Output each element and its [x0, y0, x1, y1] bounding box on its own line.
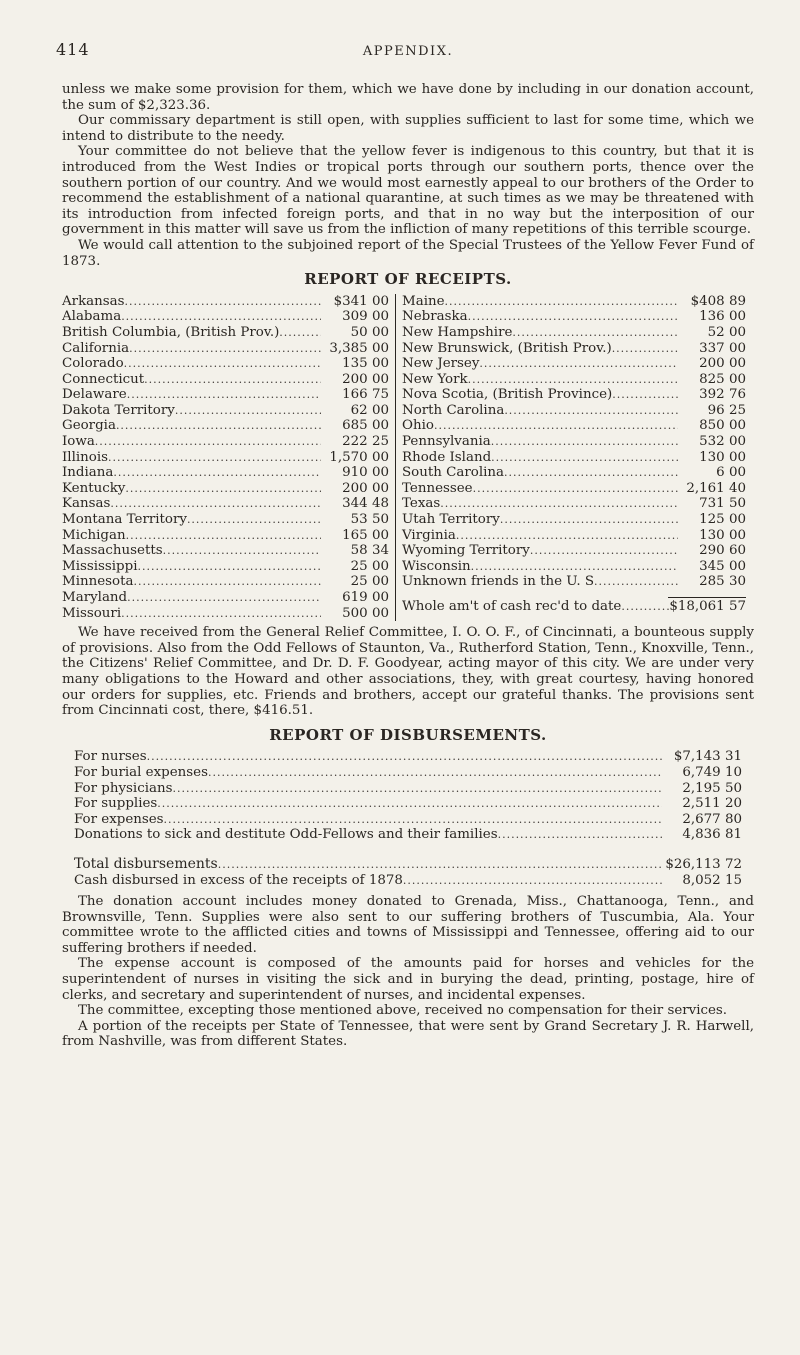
receipts-right-column [395, 294, 746, 621]
receipts-total-amount: $18,061 57 [669, 599, 746, 614]
leader-dots [530, 543, 678, 559]
leader-dots [473, 481, 678, 497]
receipt-row-label: New Hampshire [402, 324, 513, 340]
leader-dots [279, 325, 321, 341]
receipt-row-label: Wisconsin [402, 558, 471, 574]
leader-dots [612, 341, 678, 357]
receipt-row [402, 387, 746, 403]
leader-dots [504, 465, 678, 481]
leader-dots [137, 559, 321, 575]
receipt-row [62, 403, 389, 419]
receipt-row-amount: 3,385 00 [329, 340, 389, 356]
receipt-row [62, 512, 389, 528]
receipt-row [62, 418, 389, 434]
leader-dots [218, 857, 662, 873]
receipt-row-amount: 222 25 [342, 434, 389, 450]
receipt-row [62, 528, 389, 544]
receipt-row-label: Pennsylvania [402, 434, 491, 450]
receipt-row-label: Alabama [62, 309, 122, 325]
leader-dots [127, 387, 321, 403]
leader-dots [108, 450, 321, 466]
leader-dots [468, 372, 678, 388]
receipt-row [402, 465, 746, 481]
receipt-row-label: Utah Territory [402, 512, 500, 528]
receipt-row-amount: 337 00 [699, 340, 746, 356]
leader-dots [434, 418, 678, 434]
disbursement-row-amount: $7,143 31 [673, 749, 742, 765]
disbursements-total-row [74, 857, 742, 873]
leader-dots [125, 294, 321, 310]
receipt-row-label: California [62, 340, 130, 356]
receipt-row [402, 356, 746, 372]
receipt-row [402, 496, 746, 512]
leader-dots [594, 574, 678, 590]
receipt-row-label: Georgia [62, 418, 116, 434]
receipt-row-amount: 62 00 [350, 402, 389, 418]
receipt-row-label: Indiana [62, 465, 114, 481]
page-header [56, 40, 754, 68]
leader-dots [121, 309, 321, 325]
receipt-row [62, 465, 389, 481]
receipt-row-amount: 285 30 [699, 574, 746, 590]
receipt-row [62, 325, 389, 341]
leader-dots [175, 403, 321, 419]
disbursement-row-label: For burial expenses [74, 764, 208, 780]
leader-dots [440, 496, 678, 512]
receipt-row-amount: 50 00 [350, 324, 389, 340]
intro-paragraph: Our commissary department is still open, with supplies sufficient to last for some time, which we intend to distribute to the needy. [62, 113, 754, 144]
receipt-row-label: Maryland [62, 590, 128, 605]
leader-dots [129, 341, 321, 357]
disbursement-row [74, 796, 742, 812]
receipt-row-label: Maine [402, 293, 445, 309]
receipt-row-label: Wyoming Territory [402, 543, 530, 559]
receipt-row [402, 543, 746, 559]
receipt-row-label: Delaware [62, 387, 127, 403]
leader-dots [95, 434, 321, 450]
leader-dots [187, 512, 321, 528]
receipt-row [402, 512, 746, 528]
receipt-row-amount: 500 00 [342, 605, 389, 621]
disbursements-title: REPORT OF DISBURSEMENTS. [269, 725, 547, 744]
receipt-row [402, 418, 746, 434]
receipt-row-label: Illinois [62, 449, 108, 465]
receipt-row [402, 574, 746, 590]
receipt-row-amount: 290 60 [699, 543, 746, 559]
receipt-row-amount: 200 00 [699, 356, 746, 372]
leader-dots [147, 749, 662, 765]
receipt-row-amount: 825 00 [699, 371, 746, 387]
disbursements-total-label: Total disbursements [74, 855, 218, 872]
disbursement-row [74, 827, 742, 843]
receipt-row [62, 543, 389, 559]
receipt-row-label: South Carolina [402, 465, 504, 481]
leader-dots [403, 873, 662, 889]
receipt-row-amount: 2,161 40 [686, 480, 746, 496]
leader-dots [125, 481, 321, 497]
receipt-row-label: Dakota Territory [62, 402, 175, 418]
receipt-row [402, 294, 746, 310]
receipt-row-label: Iowa [62, 434, 95, 450]
leader-dots [468, 309, 678, 325]
receipt-row-label: Texas [402, 496, 441, 512]
closing-paragraph: The expense account is composed of the amounts paid for horses and vehicles for the superintendent of nurses in visiting the sick and in burying the dead, printing, postage, hire of clerks, and secretary and superintendent of nurses, and incidental expenses. [62, 956, 754, 1003]
receipt-row-amount: 96 25 [707, 402, 746, 418]
leader-dots [113, 465, 321, 481]
disbursement-row-amount: 6,749 10 [682, 764, 742, 780]
receipt-row-amount: 166 75 [342, 387, 389, 403]
leader-dots [208, 765, 662, 781]
receipt-row [402, 325, 746, 341]
disbursements-excess-amount: 8,052 15 [682, 872, 742, 888]
receipts-total-label: Whole am't of cash rec'd to date [402, 599, 622, 614]
receipt-row [62, 434, 389, 450]
receipt-row-label: Connecticut [62, 371, 145, 387]
leader-dots [612, 387, 678, 403]
receipt-row-amount: $408 89 [690, 293, 746, 309]
receipt-row-label: New York [402, 371, 468, 387]
receipt-row-label: Minnesota [62, 574, 134, 590]
disbursement-row [74, 812, 742, 828]
disbursements-excess-row [74, 873, 742, 889]
receipt-row-label: Ohio [402, 418, 434, 434]
receipt-row-amount: 345 00 [699, 558, 746, 574]
receipt-row-label: Tennessee [402, 480, 473, 496]
receipt-row-amount: 685 00 [342, 418, 389, 434]
receipt-row-amount: 1,570 00 [329, 449, 389, 465]
receipt-row-label: North Carolina [402, 402, 505, 418]
receipt-row-amount: 309 00 [342, 309, 389, 325]
receipt-row [402, 309, 746, 325]
leader-dots [621, 599, 669, 615]
running-title: APPENDIX. [362, 44, 454, 59]
total-rule [668, 597, 746, 598]
disbursement-row-label: Donations to sick and destitute Odd-Fellows and their families [74, 827, 498, 843]
receipt-row-label: Nebraska [402, 309, 468, 325]
disbursement-row-amount: 2,677 80 [682, 811, 742, 827]
disbursements-excess-label: Cash disbursed in excess of the receipts of 1878 [74, 872, 403, 888]
leader-dots [110, 496, 321, 512]
receipt-row [62, 341, 389, 357]
receipt-row-label: Unknown friends in the U. S [402, 574, 595, 590]
receipt-row-label: Colorado [62, 356, 124, 372]
receipt-row-amount: 125 00 [699, 512, 746, 528]
receipt-row-amount: 532 00 [699, 434, 746, 450]
receipt-row-amount: 619 00 [342, 590, 389, 605]
receipt-row [402, 528, 746, 544]
receipt-row-amount: 850 00 [699, 418, 746, 434]
leader-dots [121, 606, 321, 622]
disbursement-row-label: For expenses [74, 811, 164, 827]
receipt-row [62, 372, 389, 388]
leader-dots [144, 372, 321, 388]
receipt-row-label: Arkansas [62, 293, 125, 309]
leader-dots [124, 356, 321, 372]
disbursement-row-amount: 4,836 81 [682, 827, 742, 843]
disbursements-total-amount: $26,113 72 [665, 856, 742, 872]
receipt-row-amount: 130 00 [699, 527, 746, 543]
receipt-row-amount: 731 50 [699, 496, 746, 512]
receipt-row [62, 559, 389, 575]
receipt-row-amount: 344 48 [342, 496, 389, 512]
disbursement-row-amount: 2,511 20 [682, 796, 742, 812]
receipt-row-amount: 136 00 [699, 309, 746, 325]
disbursement-row-label: For physicians [74, 780, 173, 796]
receipt-row [62, 574, 389, 590]
middle-paragraph: We have received from the General Relief Committee, I. O. O. F., of Cincinnati, a bounteous supply of provisions. Also from the Odd Fellows of Staunton, Va., Rutherford Station, Tenn., Knoxville, Tenn., the Citizens' Relief Committee, and Dr. D. F. Goodyear, acting mayor of this city. We are under very many obligations to the Howard and other associations, they, with great courtesy, having honored our orders for supplies, etc. Friends and brothers, accept our grateful thanks. The provisions sent from Cincinnati cost, there, $416.51. [62, 625, 754, 719]
leader-dots [479, 356, 678, 372]
receipt-row-amount: 200 00 [342, 480, 389, 496]
leader-dots [126, 528, 321, 544]
closing-paragraph: A portion of the receipts per State of Tennessee, that were sent by Grand Secretary J. R. Harwell, from Nashville, was from different States. [62, 1018, 754, 1050]
receipt-row [402, 481, 746, 497]
closing-paragraph: The committee, excepting those mentioned above, received no compensation for their services. [78, 1003, 728, 1019]
receipt-row-label: Michigan [62, 527, 126, 543]
receipt-row-label: Kansas [62, 496, 111, 512]
disbursement-row-label: For supplies [74, 796, 158, 812]
leader-dots [133, 574, 321, 590]
receipt-row [62, 496, 389, 512]
leader-dots [500, 512, 678, 528]
receipt-row-amount: 52 00 [707, 324, 746, 340]
leader-dots [512, 325, 678, 341]
receipt-row-amount: 135 00 [342, 356, 389, 372]
leader-dots [127, 590, 321, 606]
leader-dots [456, 528, 678, 544]
receipt-row-label: Kentucky [62, 480, 126, 496]
page-number: 414 [56, 40, 90, 59]
receipt-row-amount: $341 00 [333, 293, 389, 309]
leader-dots [504, 403, 678, 419]
receipt-row-label: Mississippi [62, 558, 138, 574]
receipts-left-column [62, 294, 395, 621]
receipt-row-amount: 53 50 [350, 512, 389, 528]
receipt-row [402, 372, 746, 388]
receipt-row-amount: 165 00 [342, 527, 389, 543]
leader-dots [491, 434, 678, 450]
leader-dots [491, 450, 678, 466]
disbursement-row-amount: 2,195 50 [682, 780, 742, 796]
receipt-row [402, 450, 746, 466]
receipt-row-label: British Columbia, (British Prov.) [62, 324, 280, 340]
receipt-row [62, 294, 389, 310]
receipt-row-amount: 25 00 [350, 574, 389, 590]
leader-dots [445, 294, 678, 310]
receipt-row-label: Nova Scotia, (British Province) [402, 387, 613, 403]
receipt-row-label: Virginia [402, 527, 456, 543]
receipt-row-label: Missouri [62, 605, 122, 621]
disbursement-row [74, 765, 742, 781]
disbursement-row [74, 749, 742, 765]
receipt-row [62, 356, 389, 372]
receipt-row-amount: 58 34 [350, 543, 389, 559]
receipt-row [402, 341, 746, 357]
receipt-row-amount: 910 00 [342, 465, 389, 481]
receipt-row [62, 481, 389, 497]
receipt-row [62, 606, 389, 622]
disbursement-row [74, 781, 742, 797]
receipt-row-amount: 130 00 [699, 449, 746, 465]
receipt-row-label: New Brunswick, (British Prov.) [402, 340, 612, 356]
leader-dots [172, 781, 662, 797]
receipt-row-label: Rhode Island [402, 449, 492, 465]
leader-dots [163, 543, 321, 559]
leader-dots [157, 796, 662, 812]
intro-paragraph: unless we make some provision for them, which we have done by including in our donation account, the sum of $2,323.36. [62, 82, 754, 113]
receipt-row [62, 387, 389, 403]
receipt-row [62, 590, 389, 606]
receipt-row-label: New Jersey [402, 356, 480, 372]
receipt-row-label: Montana Territory [62, 512, 187, 528]
disbursement-row-label: For nurses [74, 749, 147, 765]
receipt-row-label: Massachusetts [62, 543, 163, 559]
receipt-row [62, 450, 389, 466]
leader-dots [471, 559, 678, 575]
receipt-row-amount: 25 00 [350, 558, 389, 574]
receipts-title: REPORT OF RECEIPTS. [304, 270, 512, 289]
receipt-row [402, 434, 746, 450]
intro-paragraph: We would call attention to the subjoined report of the Special Trustees of the Yellow Fever Fund of 1873. [62, 237, 754, 269]
receipt-row [402, 559, 746, 575]
receipt-row-amount: 200 00 [342, 371, 389, 387]
leader-dots [164, 812, 662, 828]
receipt-row-amount: 392 76 [699, 387, 746, 403]
receipt-row [62, 309, 389, 325]
disbursements-table [74, 749, 742, 888]
receipt-row [402, 403, 746, 419]
receipts-table [62, 294, 754, 621]
receipts-total-row [402, 599, 746, 615]
closing-paragraph: The donation account includes money donated to Grenada, Miss., Chattanooga, Tenn., and Brownsville, Tenn. Supplies were also sent to our suffering brothers of Tuscumbia, Ala. Your committee wrote to the afflicted cities and towns of Mississippi and Tennessee, offering aid to our suffering brothers if needed. [62, 894, 754, 956]
leader-dots [498, 827, 662, 843]
leader-dots [116, 418, 321, 434]
intro-paragraph: Your committee do not believe that the yellow fever is indigenous to this country, but that it is introduced from the West Indies or tropical ports through our southern ports, thence over the southern portion of our country. And we would most earnestly appeal to our brothers of the Order to recommend the establishment of a national quarantine, at such times as we may be threatened with its introduction from infected foreign ports, and that in no way but the interposition of our government in this matter will save us from the infliction of many repetitions of this terrible scourge. [62, 144, 754, 238]
receipt-row-amount: 6 00 [716, 465, 746, 481]
